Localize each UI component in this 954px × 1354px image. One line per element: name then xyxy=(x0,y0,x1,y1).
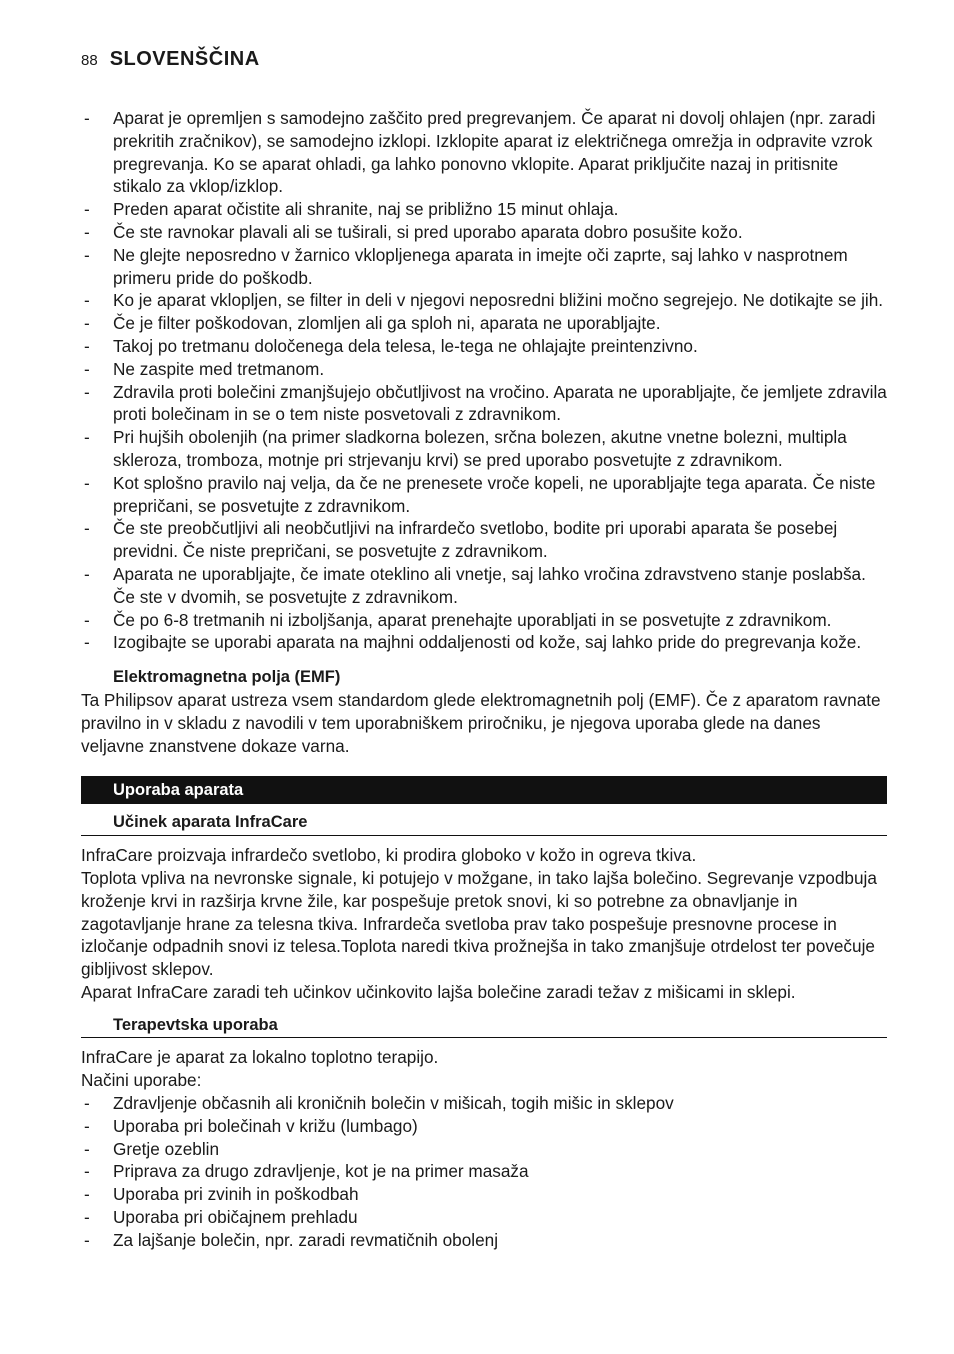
list-item: - Gretje ozeblin xyxy=(81,1138,887,1161)
effect-paragraph-1: InfraCare proizvaja infrardečo svetlobo, ki prodira globoko v kožo in ogreva tkiva. xyxy=(81,845,697,866)
warnings-list xyxy=(81,107,887,654)
list-item: - Uporaba pri bolečinah v križu (lumbago) xyxy=(81,1115,887,1138)
list-item: - Če po 6-8 tretmanih ni izboljšanja, aparat prenehajte uporabljati in se posvetujte z zdravnikom. xyxy=(81,609,887,632)
list-item: - Uporaba pri zvinih in poškodbah xyxy=(81,1183,887,1206)
list-item: - Če ste preobčutljivi ali neobčutljivi na infrardečo svetlobo, bodite pri uporabi aparata še posebej previdni. Če niste prepričani, se posvetujte z zdravnikom. xyxy=(81,517,887,563)
list-item: - Če ste ravnokar plavali ali se tuširali, si pred uporabo aparata dobro posušite kožo. xyxy=(81,221,887,244)
page-header xyxy=(81,48,260,71)
list-item: - Za lajšanje bolečin, npr. zaradi revmatičnih obolenj xyxy=(81,1229,887,1252)
list-item: - Izogibajte se uporabi aparata na majhni oddaljenosti od kože, saj lahko pride do pregrevanja kože. xyxy=(81,631,887,654)
effect-paragraph-3: Aparat InfraCare zaradi teh učinkov učinkovito lajša bolečine zaradi težav z mišicami in sklepi. xyxy=(81,981,796,1002)
emf-heading: Elektromagnetna polja (EMF) xyxy=(113,668,341,687)
list-item: - Aparat je opremljen s samodejno zaščito pred pregrevanjem. Če aparat ni dovolj ohlajen (npr. zaradi prekritih zračnikov), se samodejno izklopi. Izklopite aparat iz električnega omrežja in odpravite vzrok pregrevanja. Ko se aparat ohladi, ga lahko ponovno vklopite. Aparat priključite nazaj in pritisnite stikalo za vklop/izklop. xyxy=(81,107,887,198)
therapy-uses-list xyxy=(81,1092,887,1252)
therapy-heading: Terapevtska uporaba xyxy=(81,1014,887,1039)
list-item: - Zdravila proti bolečini zmanjšujejo občutljivost na vročino. Aparata ne uporabljajte, če jemljete zdravila proti bolečinam in se o tem niste posvetovali z zdravnikom. xyxy=(81,381,887,427)
list-item: - Pri hujših obolenjih (na primer sladkorna bolezen, srčna bolezen, akutne vnetne bolezni, multipla skleroza, tromboza, motnje pri strjevanju krvi) se pred uporabo posvetujte z zdravnikom. xyxy=(81,426,887,472)
list-item: - Uporaba pri običajnem prehladu xyxy=(81,1206,887,1229)
emf-paragraph: Ta Philipsov aparat ustreza vsem standardom glede elektromagnetnih polj (EMF). Če z aparatom ravnate pravilno in v skladu z navodili v tem uporabniškem priročniku, je njegova uporaba glede na danes veljavne znanstvene dokaze varna. xyxy=(81,689,881,756)
therapy-paragraph-1: InfraCare je aparat za lokalno toplotno terapijo. xyxy=(81,1047,439,1068)
list-item: - Preden aparat očistite ali shranite, naj se približno 15 minut ohlaja. xyxy=(81,198,887,221)
therapy-paragraph-2: Načini uporabe: xyxy=(81,1070,202,1091)
list-item: - Aparata ne uporabljajte, če imate oteklino ali vnetje, saj lahko vročina zdravstveno stanje poslabša. Če ste v dvomih, se posvetujte z zdravnikom. xyxy=(81,563,887,609)
effect-heading: Učinek aparata InfraCare xyxy=(81,811,887,836)
list-item: - Zdravljenje občasnih ali kroničnih bolečin v mišicah, togih mišic in sklepov xyxy=(81,1092,887,1115)
language-title: SLOVENŠČINA xyxy=(109,48,260,70)
usage-section-bar: Uporaba aparata xyxy=(81,776,887,804)
page-content xyxy=(81,107,887,1252)
list-item: - Takoj po tretmanu določenega dela telesa, le-tega ne ohlajajte preintenzivno. xyxy=(81,335,887,358)
list-item: - Ne glejte neposredno v žarnico vklopljenega aparata in imejte oči zaprte, saj lahko v nasprotnem primeru pride do poškodb. xyxy=(81,244,887,290)
list-item: - Kot splošno pravilo naj velja, da če ne prenesete vroče kopeli, ne uporabljajte tega aparata. Če niste prepričani, se posvetujte z zdravnikom. xyxy=(81,472,887,518)
page-number: 88 xyxy=(81,52,98,69)
effect-paragraph-2: Toplota vpliva na nevronske signale, ki potujejo v možgane, in tako lajša bolečino. Segrevanje vzpodbuja kroženje krvi in razširja krvne žile, kar pospešuje pretok snovi, ki so potrebne za obnavljanje in zagotavljanje hrane za telesna tkiva. Infrardeča svetloba prav tako pospešuje presnovne procese in izločanje odpadnih snovi iz telesa.Toplota naredi tkiva prožnejša in tako zmanjšuje otrdelost ter povečuje gibljivost sklepov. xyxy=(81,867,877,980)
list-item: - Ko je aparat vklopljen, se filter in deli v njegovi neposredni bližini močno segrejejo. Ne dotikajte se jih. xyxy=(81,289,887,312)
list-item: - Če je filter poškodovan, zlomljen ali ga sploh ni, aparata ne uporabljajte. xyxy=(81,312,887,335)
list-item: - Priprava za drugo zdravljenje, kot je na primer masaža xyxy=(81,1160,887,1183)
list-item: - Ne zaspite med tretmanom. xyxy=(81,358,887,381)
